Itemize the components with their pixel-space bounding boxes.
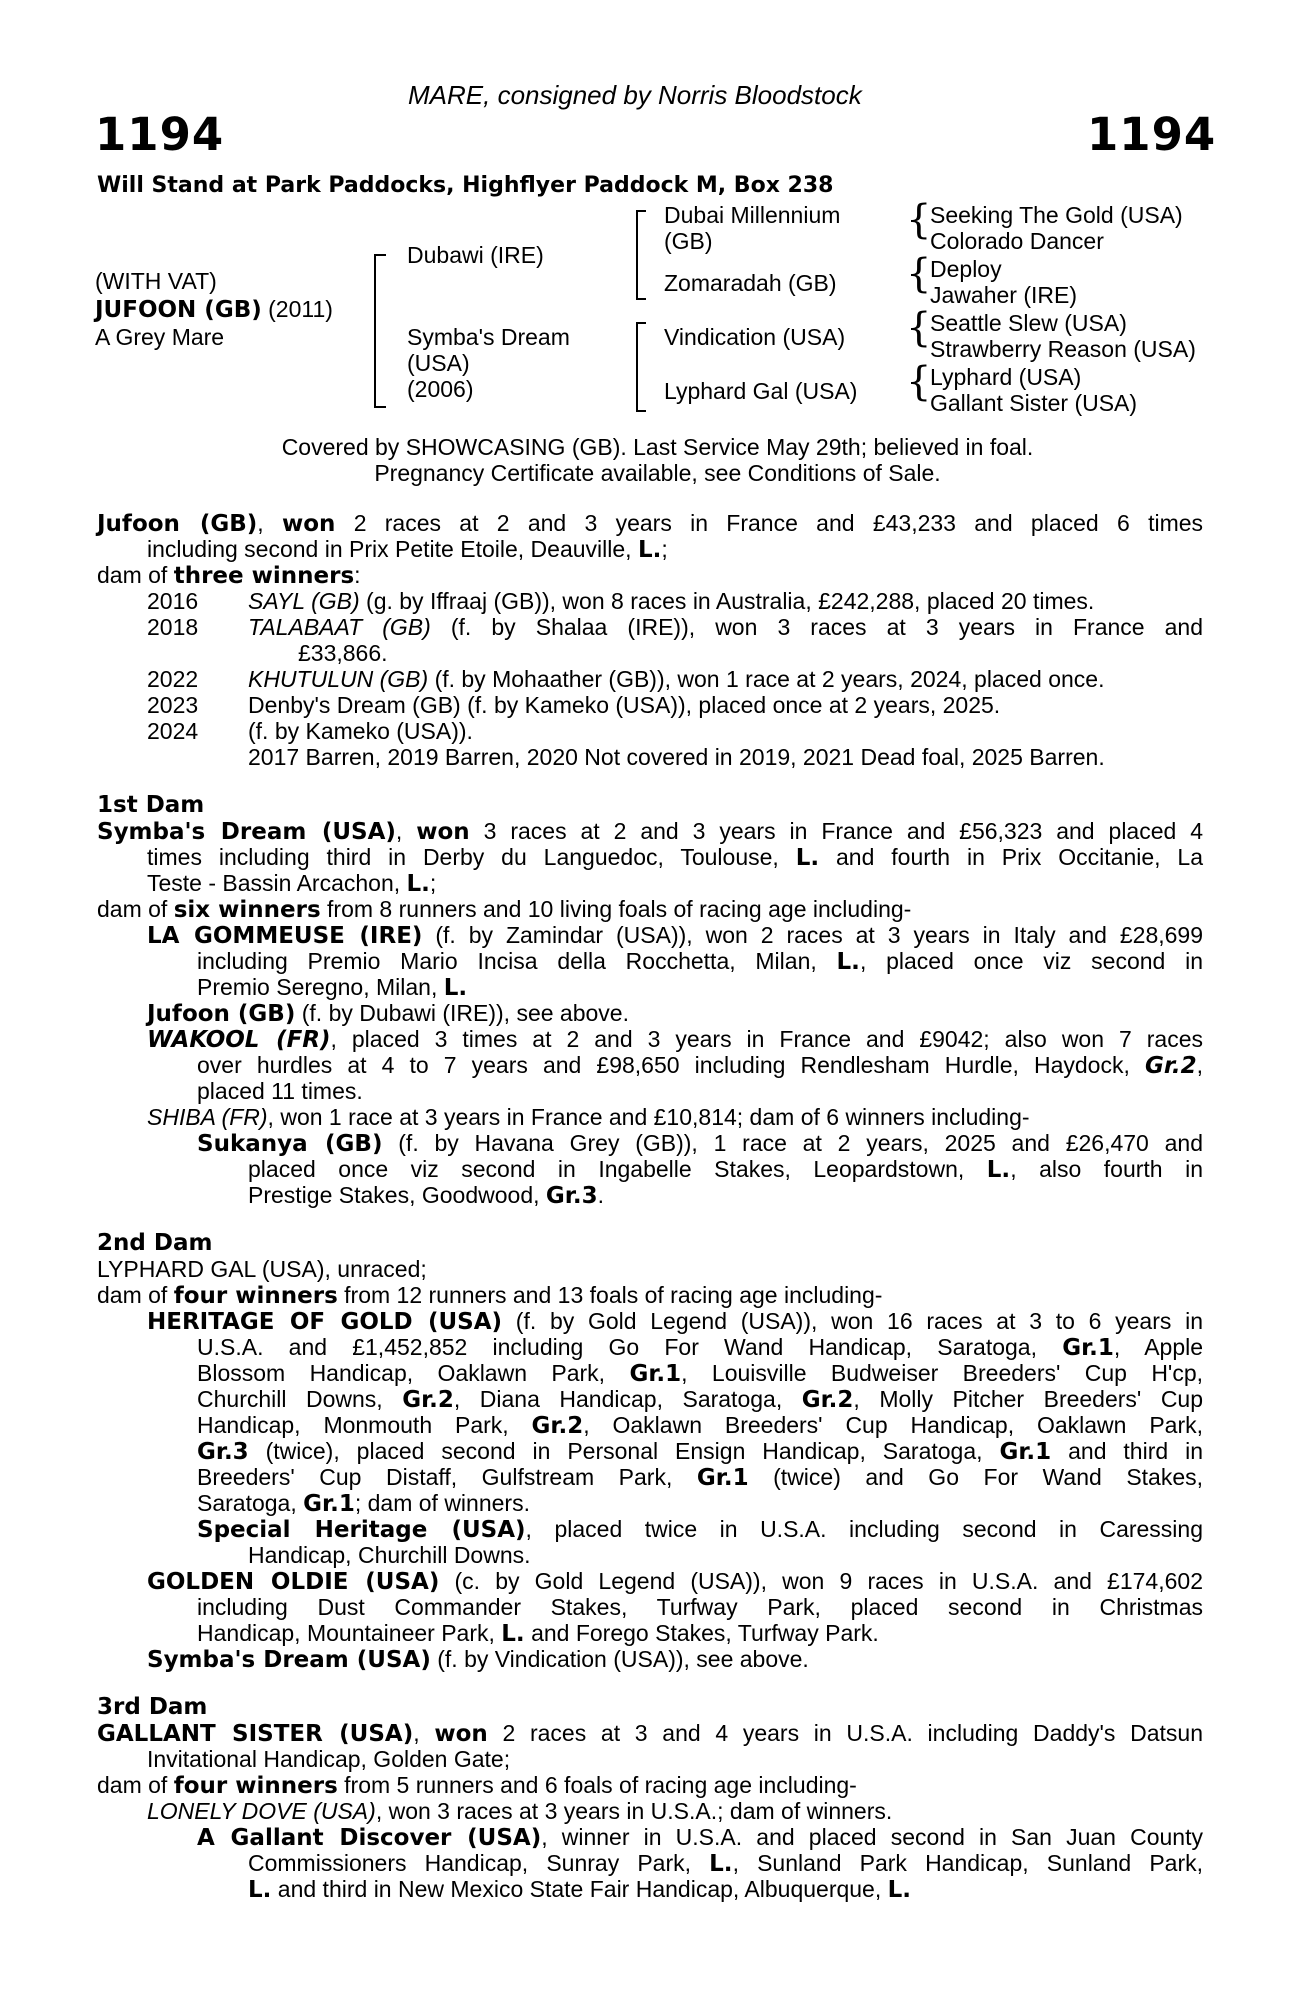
produce-entry: (f. by Kameko (USA)).: [248, 718, 473, 744]
mare-line1: Jufoon (GB), won 2 races at 2 and 3 years in France and £43,233 and placed 6 times: [97, 510, 1204, 537]
jufoon-line: Jufoon (GB) (f. by Dubawi (IRE)), see above.: [147, 1000, 629, 1027]
la-gommeuse-line1: LA GOMMEUSE (IRE) (f. by Zamindar (USA)), won 2 races at 3 years in Italy and £28,699: [147, 922, 1203, 949]
vat-label: (WITH VAT): [95, 268, 217, 294]
barren-line: 2017 Barren, 2019 Barren, 2020 Not covered in 2019, 2021 Dead foal, 2025 Barren.: [248, 744, 1105, 770]
first-dam-line3: Teste - Bassin Arcachon, L.;: [147, 870, 437, 897]
brace-ggp-3: {: [906, 305, 932, 351]
lonely-line: LONELY DOVE (USA), won 3 races at 3 years in U.S.A.; dam of winners.: [147, 1798, 893, 1824]
ggp-8: Gallant Sister (USA): [930, 390, 1138, 416]
sukanya-line2: placed once viz second in Ingabelle Stakes, Leopardstown, L., also fourth in: [248, 1156, 1203, 1183]
heritage-line3: Blossom Handicap, Oaklawn Park, Gr.1, Louisville Budweiser Breeders' Cup H'cp,: [197, 1360, 1204, 1387]
produce-year: 2023: [147, 692, 199, 718]
first-dam-line1: Symba's Dream (USA), won 3 races at 2 and 3 years in France and £56,323 and placed 4: [97, 818, 1204, 845]
special-line1: Special Heritage (USA), placed twice in U.S.A. including second in Caressing: [197, 1516, 1203, 1543]
produce-entry: TALABAAT (GB) (f. by Shalaa (IRE)), won 3 races at 3 years in France and: [248, 614, 1204, 640]
ggp-6: Strawberry Reason (USA): [930, 336, 1196, 362]
section-heading: 3rd Dam: [97, 1694, 208, 1720]
mare-dam-of: dam of three winners:: [97, 562, 361, 589]
produce-entry: Denby's Dream (GB) (f. by Kameko (USA)), placed once at 2 years, 2025.: [248, 692, 1001, 718]
brace-ggp-2: {: [906, 251, 932, 297]
heritage-line7: Breeders' Cup Distaff, Gulfstream Park, Gr.1 (twice) and Go For Wand Stakes,: [197, 1464, 1204, 1491]
produce-year: 2018: [147, 614, 199, 640]
consignor-line: MARE, consigned by Norris Bloodstock: [408, 80, 862, 110]
section-heading: 2nd Dam: [97, 1230, 213, 1256]
wakool-line3: placed 11 times.: [197, 1078, 363, 1104]
section-heading: 1st Dam: [97, 792, 205, 818]
sukanya-line1: Sukanya (GB) (f. by Havana Grey (GB)), 1 race at 2 years, 2025 and £26,470 and: [197, 1130, 1204, 1157]
brace-main: [374, 254, 386, 408]
ggp-3: Deploy: [930, 256, 1002, 282]
sire-name: Dubawi (IRE): [407, 242, 544, 268]
heritage-line2: U.S.A. and £1,452,852 including Go For Wand Handicap, Saratoga, Gr.1, Apple: [197, 1334, 1204, 1361]
ggp-1: Seeking The Gold (USA): [930, 202, 1183, 228]
third-dam-dam-of: dam of four winners from 5 runners and 6 foals of racing age including-: [97, 1772, 857, 1799]
horse-year: (2011): [268, 296, 333, 322]
lot-number-left: 1194: [95, 108, 225, 161]
symba-line: Symba's Dream (USA) (f. by Vindication (USA)), see above.: [147, 1646, 809, 1673]
produce-entry: KHUTULUN (GB) (f. by Mohaather (GB)), won 1 race at 2 years, 2024, placed once.: [248, 666, 1105, 692]
dam-sire: Vindication (USA): [664, 324, 846, 350]
produce-entry: SAYL (GB) (g. by Iffraaj (GB)), won 8 races in Australia, £242,288, placed 20 times.: [248, 588, 1095, 614]
golden-line1: GOLDEN OLDIE (USA) (c. by Gold Legend (USA)), won 9 races in U.S.A. and £174,602: [147, 1568, 1203, 1595]
brace-sire: [636, 210, 646, 300]
lot-number-right: 1194: [1087, 108, 1217, 161]
heritage-line6: Gr.3 (twice), placed second in Personal Ensign Handicap, Saratoga, Gr.1 and third in: [197, 1438, 1203, 1465]
dam-name-line3: (2006): [407, 376, 474, 402]
agd-line2: Commissioners Handicap, Sunray Park, L., Sunland Park Handicap, Sunland Park,: [248, 1850, 1203, 1877]
third-dam-line2: Invitational Handicap, Golden Gate;: [147, 1746, 511, 1772]
heritage-line1: HERITAGE OF GOLD (USA) (f. by Gold Legend (USA)), won 16 races at 3 to 6 years in: [147, 1308, 1203, 1335]
sire-sire-line1: Dubai Millennium: [664, 202, 841, 228]
produce-year: 2024: [147, 718, 199, 744]
special-line2: Handicap, Churchill Downs.: [248, 1542, 531, 1568]
la-gommeuse-line3: Premio Seregno, Milan, L.: [197, 974, 468, 1001]
wakool-line2: over hurdles at 4 to 7 years and £98,650 including Rendlesham Hurdle, Haydock, Gr.2,: [197, 1052, 1204, 1079]
sukanya-line3: Prestige Stakes, Goodwood, Gr.3.: [248, 1182, 604, 1209]
produce-year: 2016: [147, 588, 199, 614]
covered-line1: Covered by SHOWCASING (GB). Last Service May 29th; believed in foal.: [281, 434, 1034, 460]
heritage-line5: Handicap, Monmouth Park, Gr.2, Oaklawn Breeders' Cup Handicap, Oaklawn Park,: [197, 1412, 1203, 1439]
brace-ggp-1: {: [906, 197, 932, 243]
produce-entry-cont: £33,866.: [298, 640, 388, 666]
produce-year: 2022: [147, 666, 199, 692]
brace-ggp-4: {: [906, 359, 932, 405]
horse-name: JUFOON (GB): [95, 297, 262, 323]
sire-dam: Zomaradah (GB): [664, 270, 837, 296]
heritage-line4: Churchill Downs, Gr.2, Diana Handicap, Saratoga, Gr.2, Molly Pitcher Breeders' Cup: [197, 1386, 1204, 1413]
wakool-line1: WAKOOL (FR), placed 3 times at 2 and 3 years in France and £9042; also won 7 races: [147, 1026, 1203, 1053]
second-dam-dam-of: dam of four winners from 12 runners and 13 foals of racing age including-: [97, 1282, 883, 1309]
first-dam-dam-of: dam of six winners from 8 runners and 10 living foals of racing age including-: [97, 896, 912, 923]
ggp-5: Seattle Slew (USA): [930, 310, 1127, 336]
dam-dam: Lyphard Gal (USA): [664, 378, 858, 404]
venue-line: Will Stand at Park Paddocks, Highflyer Paddock M, Box 238: [97, 173, 834, 198]
mare-line2: including second in Prix Petite Etoile, Deauville, L.;: [147, 536, 668, 563]
horse-description: A Grey Mare: [95, 324, 225, 350]
third-dam-line1: GALLANT SISTER (USA), won 2 races at 3 and 4 years in U.S.A. including Daddy's Datsun: [97, 1720, 1204, 1747]
first-dam-line2: times including third in Derby du Languedoc, Toulouse, L. and fourth in Prix Occitanie, La: [147, 844, 1203, 871]
shiba-line: SHIBA (FR), won 1 race at 3 years in France and £10,814; dam of 6 winners including-: [147, 1104, 1030, 1130]
agd-line1: A Gallant Discover (USA), winner in U.S.A. and placed second in San Juan County: [197, 1824, 1203, 1851]
golden-line2: including Dust Commander Stakes, Turfway Park, placed second in Christmas: [197, 1594, 1203, 1620]
agd-line3: L. and third in New Mexico State Fair Handicap, Albuquerque, L.: [248, 1876, 912, 1903]
horse-name-line: [95, 296, 333, 323]
brace-dam: [636, 322, 646, 412]
covered-line2: Pregnancy Certificate available, see Conditions of Sale.: [374, 460, 941, 486]
ggp-2: Colorado Dancer: [930, 228, 1104, 254]
la-gommeuse-line2: including Premio Mario Incisa della Rocchetta, Milan, L., placed once viz second in: [197, 948, 1204, 975]
heritage-line8: Saratoga, Gr.1; dam of winners.: [197, 1490, 530, 1517]
dam-name-line1: Symba's Dream: [407, 324, 570, 350]
second-dam-line1: LYPHARD GAL (USA), unraced;: [97, 1256, 427, 1282]
ggp-7: Lyphard (USA): [930, 364, 1082, 390]
dam-name-line2: (USA): [407, 350, 470, 376]
golden-line3: Handicap, Mountaineer Park, L. and Forego Stakes, Turfway Park.: [197, 1620, 879, 1647]
ggp-4: Jawaher (IRE): [930, 282, 1077, 308]
sire-sire-line2: (GB): [664, 228, 713, 254]
